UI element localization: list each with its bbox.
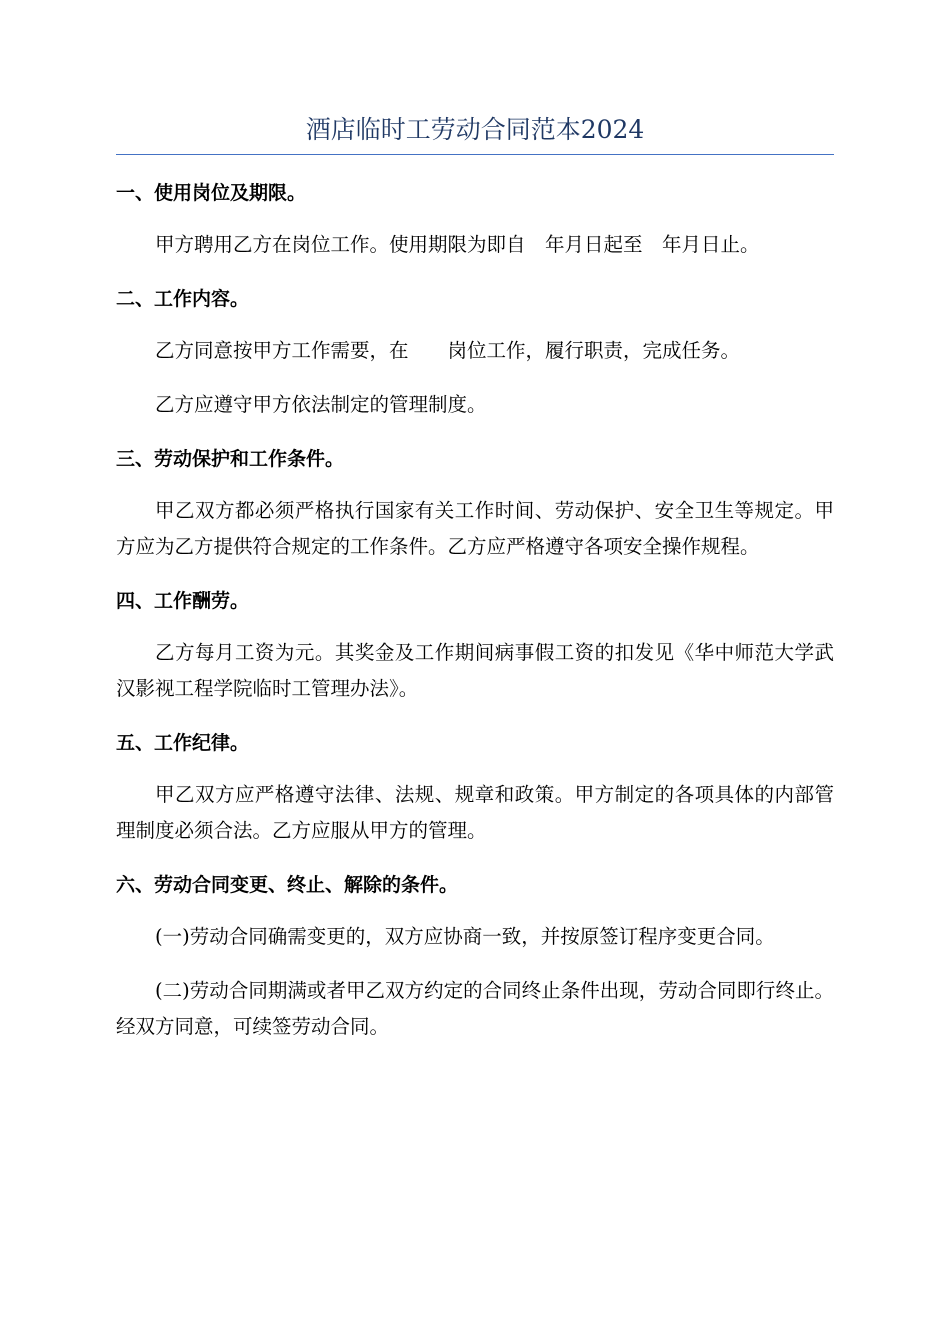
section-3	[116, 441, 834, 565]
section-paragraph: (二)劳动合同期满或者甲乙双方约定的合同终止条件出现，劳动合同即行终止。经双方同意，可续签劳动合同。	[116, 979, 834, 1038]
section-paragraph: 甲乙双方应严格遵守法律、法规、规章和政策。甲方制定的各项具体的内部管理制度必须合法。乙方应服从甲方的管理。	[116, 783, 834, 842]
section-1	[116, 175, 834, 263]
section-paragraph: 乙方应遵守甲方依法制定的管理制度。	[155, 393, 487, 416]
section-heading: 四、工作酬劳。	[116, 590, 250, 612]
section-2	[116, 281, 834, 423]
section-heading: 一、使用岗位及期限。	[116, 182, 307, 204]
section-heading: 五、工作纪律。	[116, 732, 250, 754]
section-4	[116, 583, 834, 707]
document-title: 酒店临时工劳动合同范本2024	[305, 115, 645, 144]
section-paragraph: 乙方同意按甲方工作需要，在 岗位工作，履行职责，完成任务。	[155, 339, 741, 362]
section-heading: 六、劳动合同变更、终止、解除的条件。	[116, 874, 459, 896]
section-5	[116, 725, 834, 849]
title-underline	[116, 154, 834, 155]
section-heading: 二、工作内容。	[116, 288, 250, 310]
section-heading: 三、劳动保护和工作条件。	[116, 448, 345, 470]
section-paragraph: (一)劳动合同确需变更的，双方应协商一致，并按原签订程序变更合同。	[155, 925, 775, 948]
section-6	[116, 867, 834, 1045]
section-paragraph: 甲乙双方都必须严格执行国家有关工作时间、劳动保护、安全卫生等规定。甲方应为乙方提供符合规定的工作条件。乙方应严格遵守各项安全操作规程。	[116, 499, 834, 558]
section-paragraph: 乙方每月工资为元。其奖金及工作期间病事假工资的扣发见《华中师范大学武汉影视工程学院临时工管理办法》。	[116, 641, 834, 700]
section-paragraph: 甲方聘用乙方在岗位工作。使用期限为即自 年月日起至 年月日止。	[155, 233, 760, 256]
document-page	[116, 110, 834, 1063]
